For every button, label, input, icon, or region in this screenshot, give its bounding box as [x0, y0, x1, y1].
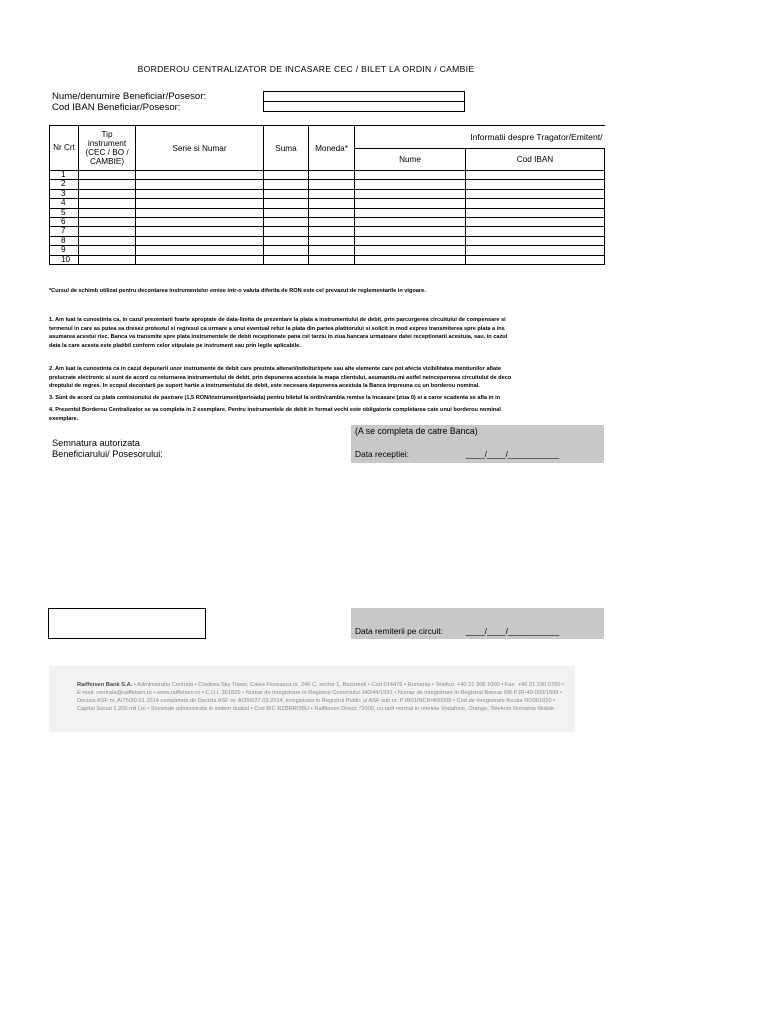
table-row [50, 199, 605, 208]
header-nume: Nume [355, 148, 466, 171]
cell-serie[interactable] [136, 180, 264, 189]
signature-label-1: Semnatura autorizata [52, 438, 140, 448]
header-tip-line2: instrument [87, 139, 127, 148]
cell-moneda[interactable] [309, 246, 355, 255]
remittance-date-field[interactable]: ____/____/___________ [466, 626, 560, 636]
cell-serie[interactable] [136, 246, 264, 255]
cell-suma[interactable] [264, 189, 309, 198]
cell-moneda[interactable] [309, 208, 355, 217]
cell-iban[interactable] [466, 189, 605, 198]
cell-tip[interactable] [79, 208, 136, 217]
header-tip-line3: (CEC / BO / [85, 148, 129, 157]
document-title: BORDEROU CENTRALIZATOR DE INCASARE CEC / BILET LA ORDIN / CAMBIE [137, 64, 475, 74]
cell-tip[interactable] [79, 171, 136, 180]
table-row [50, 171, 605, 180]
row-number: 4 [50, 199, 79, 208]
table-row [50, 218, 605, 227]
row-number: 2 [50, 180, 79, 189]
cell-tip[interactable] [79, 189, 136, 198]
header-tip-line1: Tip [101, 130, 113, 139]
cell-suma[interactable] [264, 255, 309, 264]
cell-suma[interactable] [264, 171, 309, 180]
beneficiary-iban-label: Cod IBAN Beneficiar/Posesor: [52, 102, 181, 113]
exchange-rate-footnote: *Cursul de schimb utilizat pentru decontarea instrumentelor emise intr-o valuta diferita de RON este cel prevazut de reglementarile in vigoare. [49, 288, 426, 294]
cell-serie[interactable] [136, 171, 264, 180]
header-tip-instrument [79, 126, 136, 171]
cell-tip[interactable] [79, 246, 136, 255]
cell-iban[interactable] [466, 180, 605, 189]
cell-suma[interactable] [264, 218, 309, 227]
row-number: 5 [50, 208, 79, 217]
row-number: 1 [50, 171, 79, 180]
cell-suma[interactable] [264, 246, 309, 255]
beneficiary-name-label: Nume/denumire Beneficiar/Posesor: [52, 91, 207, 102]
cell-iban[interactable] [466, 227, 605, 236]
header-nr-crt: Nr Crt [50, 126, 79, 171]
paragraph-1-line: data la care acesta este platibil conform celor stipulate pe instrument sau prin legile aplicabile. [49, 342, 301, 349]
header-info-tragator: Informatii despre Tragator/Emitent/ [355, 126, 605, 149]
cell-serie[interactable] [136, 208, 264, 217]
cell-iban[interactable] [466, 171, 605, 180]
cell-moneda[interactable] [309, 255, 355, 264]
cell-nume[interactable] [355, 246, 466, 255]
paragraph-1-line: asumarea acestui risc. Banca va transmite spre plata instrumentele de debit receptionate pana cel tarziu in ziua bancara urmatoare datei receptionarii acestuia, sau, in cazul [49, 334, 508, 340]
cell-iban[interactable] [466, 208, 605, 217]
paragraph-1-line: 1. Am luat la cunostinta ca, in cazul prezentarii foarte apropiate de data-limita de prezentare la plata a instrumentului de debit, prin parcurgerea circuitului de compensare si [49, 317, 506, 323]
cell-tip[interactable] [79, 199, 136, 208]
signature-box[interactable] [48, 608, 206, 639]
footer-bank-name: Raiffeisen Bank S.A. [77, 682, 133, 688]
paragraph-2-line: 2. Am luat la cunostinta ca in cazul depunerii unor instrumente de debit care prezinta alterari/indoituri/pete sau alte elemente care pot afecta vizibilitatea mentiunilor afiate [49, 366, 502, 372]
bank-footer [49, 666, 575, 732]
cell-serie[interactable] [136, 218, 264, 227]
footer-text-block [77, 682, 569, 714]
cell-moneda[interactable] [309, 171, 355, 180]
header-cod-iban: Cod IBAN [466, 148, 605, 171]
header-suma: Suma [264, 126, 309, 171]
cell-nume[interactable] [355, 189, 466, 198]
cell-iban[interactable] [466, 236, 605, 245]
table-row [50, 236, 605, 245]
cell-serie[interactable] [136, 189, 264, 198]
bank-use-heading: (A se completa de catre Banca) [355, 426, 478, 436]
cell-iban[interactable] [466, 218, 605, 227]
cell-nume[interactable] [355, 180, 466, 189]
cell-nume[interactable] [355, 199, 466, 208]
cell-moneda[interactable] [309, 236, 355, 245]
row-number: 3 [50, 189, 79, 198]
footer-details: • Administratia Centrala • Cladirea Sky Tower, Calea Floreasca nr. 246 C, sector 1, Bucuresti • Cod 014476 • Romania • Telefon: +40 21 306 1000 • Fax: +40 21 230 0700 • E-mail: centrala@raiffeisen.ro • www.raiffeisen.ro • C.U.I. 361820 • Numar de inregistrare in Registrul Comertului J40/44/1991 • Numar de inregistrare in Registrul Bancar RB-PJR-40-009/1999 • Decizia ASF nr. A/75/30.01.2014 completata de Decizia ASF nr. A/399/27.03.2014, inregistrata in Registrul Public al ASF sub nr. PJR01INCR/400009 • Cod de inregistrare fiscala RO361820 • Capital Social 1.200 mil Lei • Societate administrata in sistem dualist • Cod BIC RZBRROBU • Raiffeisen Direct: *2000, cu tarif normal in retelele Vodafone, Orange, Telekom Romania Mobile [77, 682, 564, 712]
paragraph-2 [49, 365, 604, 391]
paragraph-3 [49, 394, 604, 403]
table-row [50, 180, 605, 189]
cell-nume[interactable] [355, 236, 466, 245]
cell-suma[interactable] [264, 199, 309, 208]
table-row [50, 227, 605, 236]
cell-suma[interactable] [264, 180, 309, 189]
cell-moneda[interactable] [309, 227, 355, 236]
cell-tip[interactable] [79, 227, 136, 236]
cell-moneda[interactable] [309, 218, 355, 227]
cell-tip[interactable] [79, 236, 136, 245]
cell-tip[interactable] [79, 255, 136, 264]
paragraph-1 [49, 316, 604, 350]
table-row [50, 246, 605, 255]
cell-nume[interactable] [355, 218, 466, 227]
table-row [50, 208, 605, 217]
cell-iban[interactable] [466, 246, 605, 255]
remittance-date-label: Data remiterii pe circuit: [355, 626, 443, 636]
beneficiary-iban-field[interactable] [263, 101, 465, 112]
header-moneda: Moneda* [309, 126, 355, 171]
cell-iban[interactable] [466, 255, 605, 264]
cell-tip[interactable] [79, 180, 136, 189]
signature-label-2: Beneficiarului/ Posesorului: [52, 449, 163, 459]
paragraph-4-line: 4. Prezentul Borderou Centralizator se va completa in 2 exemplare. Pentru instrumentele de debit in format vechi este obligatorie completarea cate unui borderou nominal [49, 407, 501, 413]
paragraph-3-line: 3. Sunt de acord cu plata comisionului de pastrare (1,5 RON/instrument/perioada) pentru biletul la ordin/cambia remise la incasare (ziua 0) si a caror scadenta se afla in in [49, 395, 501, 401]
cell-serie[interactable] [136, 199, 264, 208]
instruments-table [49, 125, 605, 265]
cell-nume[interactable] [355, 171, 466, 180]
reception-date-field[interactable]: ____/____/___________ [466, 449, 560, 459]
header-serie-numar: Serie si Numar [136, 126, 264, 171]
cell-suma[interactable] [264, 208, 309, 217]
cell-iban[interactable] [466, 199, 605, 208]
row-number: 8 [50, 236, 79, 245]
paragraph-4-line: exemplare. [49, 415, 79, 422]
cell-serie[interactable] [136, 236, 264, 245]
table-row [50, 255, 605, 264]
cell-suma[interactable] [264, 236, 309, 245]
cell-serie[interactable] [136, 227, 264, 236]
cell-nume[interactable] [355, 255, 466, 264]
row-number: 9 [50, 246, 79, 255]
row-number: 7 [50, 227, 79, 236]
paragraph-2-line: dreptului de regres. In scopul decontarii pe suport hartie a instrumentului de debit, este necesara depunerea acestuia la Banca impreuna cu un borderou nominal. [49, 383, 480, 389]
paragraph-1-line: termenul in care as putea sa dresez protestul si regresul ca urmare a unui eventual refuz la plata din partea platitorului si solicit in mod expres transmiterea spre plata a ins [49, 325, 505, 332]
cell-moneda[interactable] [309, 199, 355, 208]
reception-date-label: Data receptiei: [355, 449, 409, 459]
cell-moneda[interactable] [309, 180, 355, 189]
cell-serie[interactable] [136, 255, 264, 264]
cell-suma[interactable] [264, 227, 309, 236]
cell-nume[interactable] [355, 227, 466, 236]
table-row [50, 189, 605, 198]
row-number: 10 [50, 255, 79, 264]
header-tip-line4: CAMBIE) [89, 157, 125, 166]
paragraph-4 [49, 406, 604, 423]
cell-tip[interactable] [79, 218, 136, 227]
row-number: 6 [50, 218, 79, 227]
paragraph-2-line: prelucrate electronic si sunt de acord cu returnarea instrumentului de debit, prin depunerea acestuia la mapa clientului, asumandu-mi astfel neincepererea circuitului de deco [49, 374, 512, 381]
cell-nume[interactable] [355, 208, 466, 217]
cell-moneda[interactable] [309, 189, 355, 198]
